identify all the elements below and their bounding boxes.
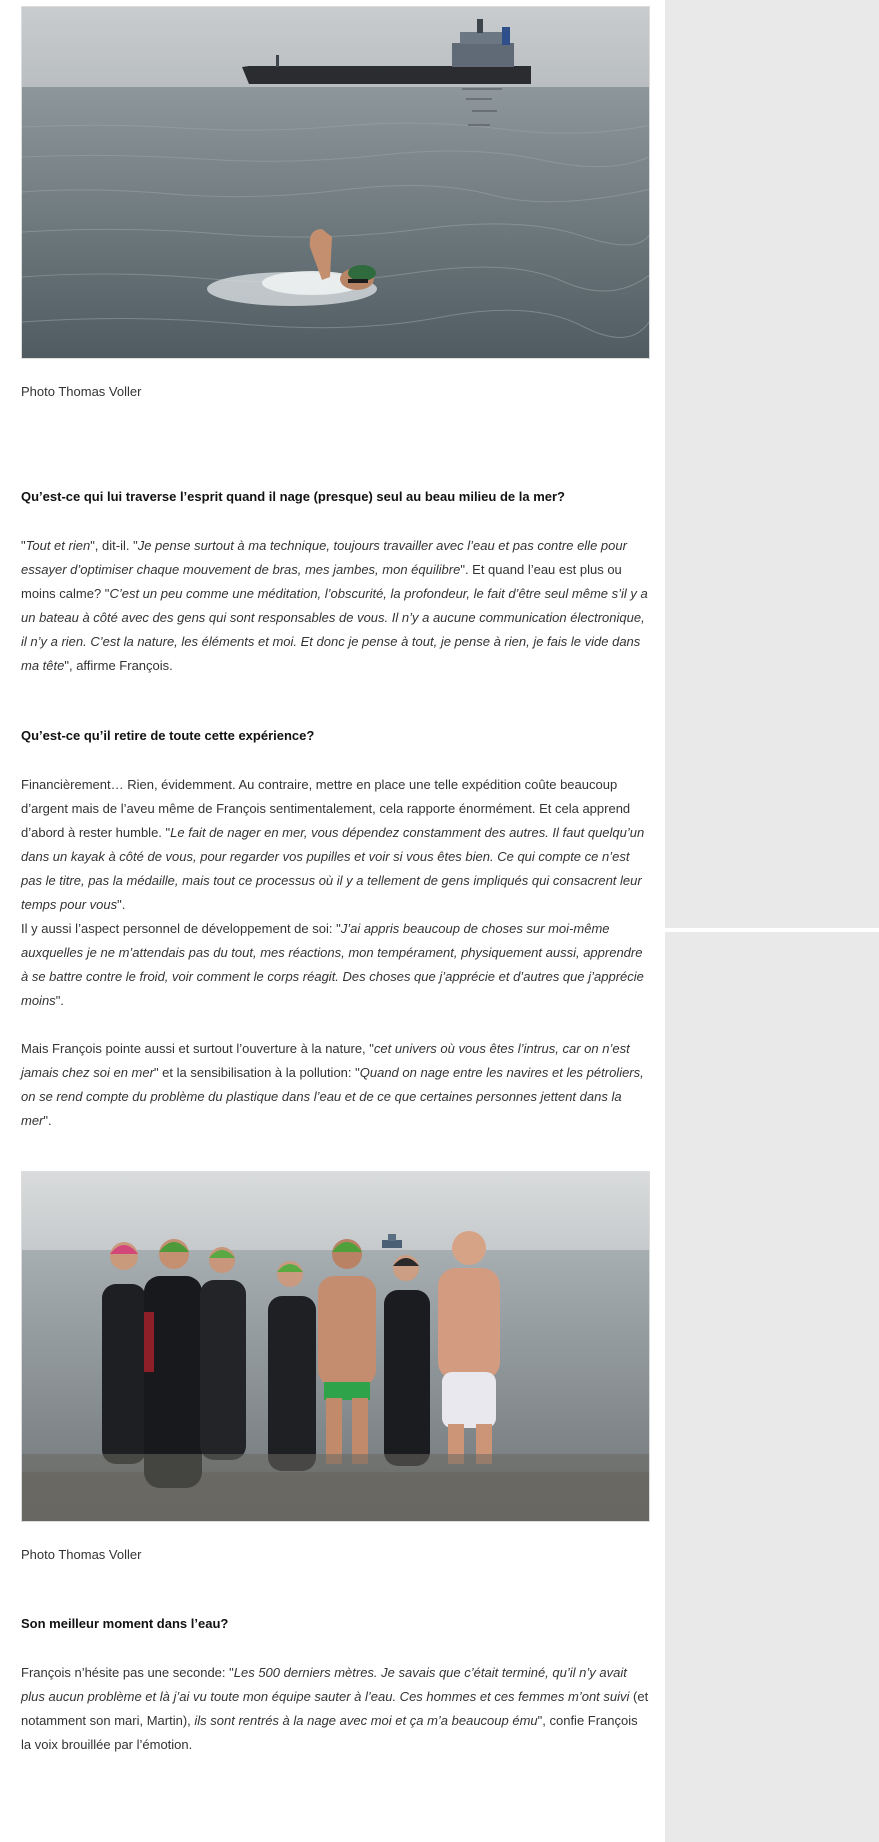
paragraph-experience-2: [21, 917, 650, 1013]
text-run: Mais François pointe aussi et surtout l’ouverture à la nature, ": [21, 1041, 374, 1056]
paragraph-mind: [21, 534, 650, 678]
text-run: François n’hésite pas une seconde: ": [21, 1665, 234, 1680]
section-heading-best-moment: Son meilleur moment dans l’eau?: [21, 1616, 229, 1631]
text-run: ".: [55, 993, 64, 1008]
text-run: ", confie François la voix brouillée par l’émotion.: [21, 1713, 638, 1752]
quote-run: Tout et rien: [25, 538, 91, 553]
text-run: " et la sensibilisation à la pollution: ": [153, 1065, 360, 1080]
quote-run: J’ai appris beaucoup de choses sur moi-même auxquelles je ne m’attendais pas du tout, mes réactions, mon tempérament, physiquement aussi, apprendre à se battre contre le froid, voir comment le corps réagit. Des choses que j’apprécie et d’autres que j’apprécie moins: [21, 921, 644, 1008]
paragraph-best-moment: [21, 1661, 650, 1757]
text-run: ", dit-il. ": [90, 538, 138, 553]
paragraph-experience-3: [21, 1037, 650, 1133]
quote-run: ils sont rentrés à la nage avec moi et ça m’a beaucoup ému: [194, 1713, 538, 1728]
section-heading-mind: Qu’est-ce qui lui traverse l’esprit quand il nage (presque) seul au beau milieu de la mer?: [21, 489, 565, 504]
text-run: ".: [117, 897, 126, 912]
quote-run: Les 500 derniers mètres. Je savais que c’était terminé, qu’il n’y avait plus aucun problème et là j’ai vu toute mon équipe sauter à l’eau. Ces hommes et ces femmes m’ont suivi: [21, 1665, 630, 1704]
team-swimmers-photo: [21, 1171, 650, 1522]
sidebar-panel-bottom: [665, 932, 879, 1842]
article-body: [21, 6, 650, 1757]
photo-caption: Photo Thomas Voller: [21, 384, 142, 399]
text-run: Il y aussi l’aspect personnel de développement de soi: ": [21, 921, 341, 936]
text-run: ", affirme François.: [64, 658, 173, 673]
sidebar-panel-top: [665, 0, 879, 928]
text-run: ". Et quand l’eau est plus ou moins calme? ": [21, 562, 622, 601]
text-run: ": [21, 538, 26, 553]
photo-caption: Photo Thomas Voller: [21, 1547, 142, 1562]
paragraph-experience-1: [21, 773, 650, 917]
text-run: ".: [43, 1113, 52, 1128]
quote-run: Je pense surtout à ma technique, toujours travailler avec l’eau et pas contre elle pour essayer d’optimiser chaque mouvement de bras, mes jambes, mon équilibre: [21, 538, 627, 577]
quote-run: C’est un peu comme une méditation, l’obscurité, la profondeur, le fait d’être seul même s’il y a un bateau à côté avec des gens qui sont responsables de vous. Il n’y a aucune communication électronique, il n’y a rien. C’est la nature, les éléments et moi. Et donc je pense à tout, je pense à rien, je fais le vide dans ma tête: [21, 586, 648, 673]
swimmer-tanker-photo: [21, 6, 650, 359]
quote-run: Le fait de nager en mer, vous dépendez constamment des autres. Il faut quelqu’un dans un kayak à côté de vous, pour regarder vos pupilles et voir si vous êtes bien. Ce qui compte ce n’est pas le titre, pas la médaille, mais tout ce processus où il y a tellement de gens impliqués qui consacrent leur temps pour vous: [21, 825, 645, 912]
section-heading-experience: Qu’est-ce qu’il retire de toute cette expérience?: [21, 728, 315, 743]
quote-run: cet univers où vous êtes l’intrus, car on n’est jamais chez soi en mer: [21, 1041, 630, 1080]
text-run: Financièrement… Rien, évidemment. Au contraire, mettre en place une telle expédition coûte beaucoup d’argent mais de l’aveu même de François sentimentalement, cela rapporte énormément. Et cela apprend d’abord à rester humble. ": [21, 777, 631, 840]
quote-run: Quand on nage entre les navires et les pétroliers, on se rend compte du problème du plastique dans l’eau et de ce que certaines personnes jettent dans la mer: [21, 1065, 644, 1128]
text-run: (et notamment son mari, Martin),: [21, 1689, 649, 1728]
